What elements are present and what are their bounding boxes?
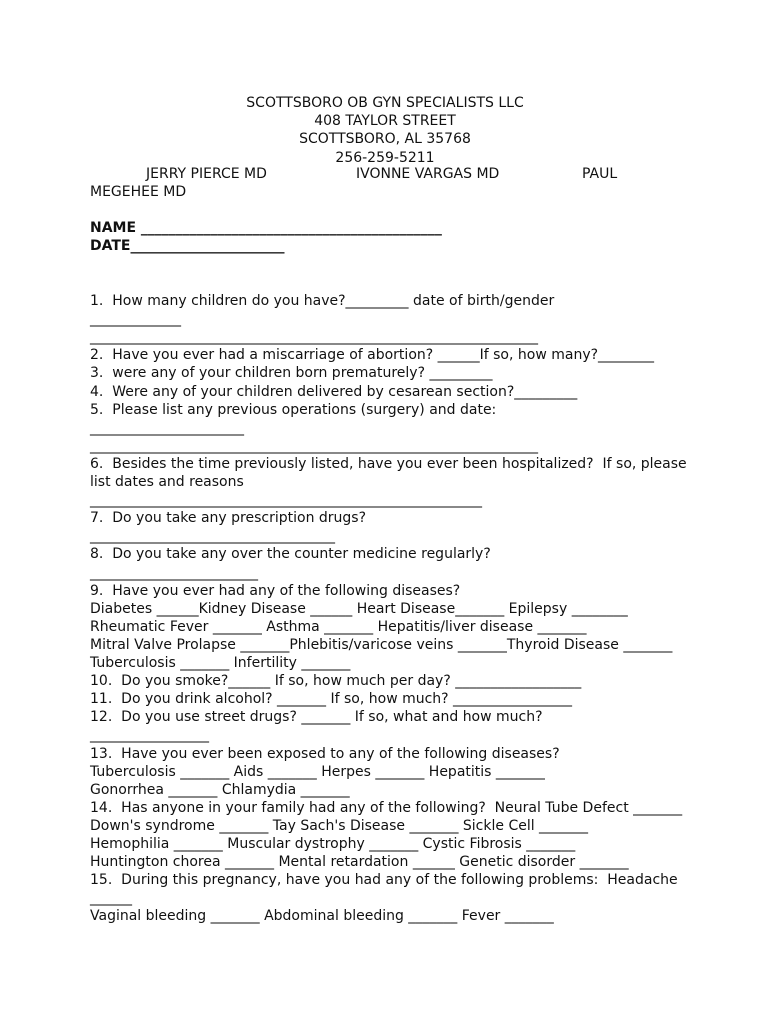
form-line[interactable]: ________________________________________________________________ bbox=[90, 437, 538, 454]
form-line: list dates and reasons bbox=[90, 474, 244, 490]
doctor-paul-megehee-first: PAUL bbox=[582, 166, 618, 182]
form-line[interactable]: Gonorrhea _______ Chlamydia _______ bbox=[90, 781, 350, 798]
form-line[interactable]: Hemophilia _______ Muscular dystrophy _______ Cystic Fibrosis _______ bbox=[90, 836, 576, 852]
form-line: 15. During this pregnancy, have you had any of the following problems: Headache bbox=[90, 872, 678, 889]
form-line[interactable]: 14. Has anyone in your family had any of the following? Neural Tube Defect _______ bbox=[90, 799, 683, 816]
form-line: 13. Have you ever been exposed to any of the following diseases? bbox=[90, 745, 560, 762]
form-line: 7. Do you take any prescription drugs? bbox=[90, 510, 367, 527]
form-line: 6. Besides the time previously listed, have you ever been hospitalized? If so, please bbox=[90, 455, 687, 472]
doctor-paul-megehee-last: MEGEHEE MD bbox=[90, 184, 187, 200]
form-line[interactable]: 2. Have you ever had a miscarriage of abortion? ______If so, how many?________ bbox=[90, 347, 655, 364]
practice-street: 408 TAYLOR STREET bbox=[314, 113, 456, 130]
doctor-ivonne-vargas: IVONNE VARGAS MD bbox=[356, 166, 500, 182]
practice-phone: 256-259-5211 bbox=[335, 149, 435, 166]
form-line[interactable]: Diabetes ______Kidney Disease ______ Heart Disease_______ Epilepsy ________ bbox=[90, 600, 628, 617]
form-line[interactable]: Tuberculosis _______ Aids _______ Herpes _______ Hepatitis _______ bbox=[90, 763, 545, 780]
form-line[interactable]: ______________________ bbox=[90, 419, 244, 436]
form-line[interactable]: ________________________________________________________ bbox=[90, 492, 482, 509]
form-line[interactable]: Mitral Valve Prolapse _______Phlebitis/varicose veins _______Thyroid Disease _______ bbox=[90, 636, 673, 653]
form-line[interactable]: 1. How many children do you have?_________ date of birth/gender bbox=[90, 293, 555, 309]
name-field[interactable]: NAME ___________________________________________ bbox=[90, 220, 442, 236]
form-line[interactable]: ________________________ bbox=[90, 564, 258, 581]
practice-name: SCOTTSBORO OB GYN SPECIALISTS LLC bbox=[246, 95, 524, 111]
practice-city-state-zip: SCOTTSBORO, AL 35768 bbox=[299, 131, 471, 148]
form-line[interactable]: _________________ bbox=[90, 727, 209, 744]
form-line[interactable]: ______ bbox=[90, 890, 132, 907]
form-line: 9. Have you ever had any of the following diseases? bbox=[90, 582, 461, 599]
form-line: 5. Please list any previous operations (surgery) and date: bbox=[90, 401, 497, 418]
form-line[interactable]: 11. Do you drink alcohol? _______ If so, how much? _________________ bbox=[90, 691, 573, 708]
form-line[interactable]: 3. were any of your children born prematurely? _________ bbox=[90, 365, 493, 382]
form-line[interactable]: _____________ bbox=[90, 311, 181, 328]
form-line[interactable]: Vaginal bleeding _______ Abdominal bleeding _______ Fever _______ bbox=[90, 908, 554, 925]
letterhead bbox=[0, 94, 770, 167]
doctor-jerry-pierce: JERRY PIERCE MD bbox=[146, 166, 267, 182]
form-line[interactable]: Down's syndrome _______ Tay Sach's Disease _______ Sickle Cell _______ bbox=[90, 817, 589, 834]
form-line[interactable]: ___________________________________ bbox=[90, 528, 335, 545]
form-line[interactable]: 12. Do you use street drugs? _______ If so, what and how much? bbox=[90, 709, 543, 726]
form-line[interactable]: ________________________________________________________________ bbox=[90, 329, 538, 346]
form-line[interactable]: 10. Do you smoke?______ If so, how much per day? __________________ bbox=[90, 673, 582, 690]
form-line[interactable]: Huntington chorea _______ Mental retardation ______ Genetic disorder _______ bbox=[90, 854, 629, 871]
form-line[interactable]: 4. Were any of your children delivered by cesarean section?_________ bbox=[90, 383, 578, 400]
date-field[interactable]: DATE______________________ bbox=[90, 238, 285, 254]
form-line: 8. Do you take any over the counter medicine regularly? bbox=[90, 546, 491, 563]
form-line[interactable]: Rheumatic Fever _______ Asthma _______ Hepatitis/liver disease _______ bbox=[90, 618, 587, 635]
form-line[interactable]: Tuberculosis _______ Infertility _______ bbox=[90, 655, 351, 671]
